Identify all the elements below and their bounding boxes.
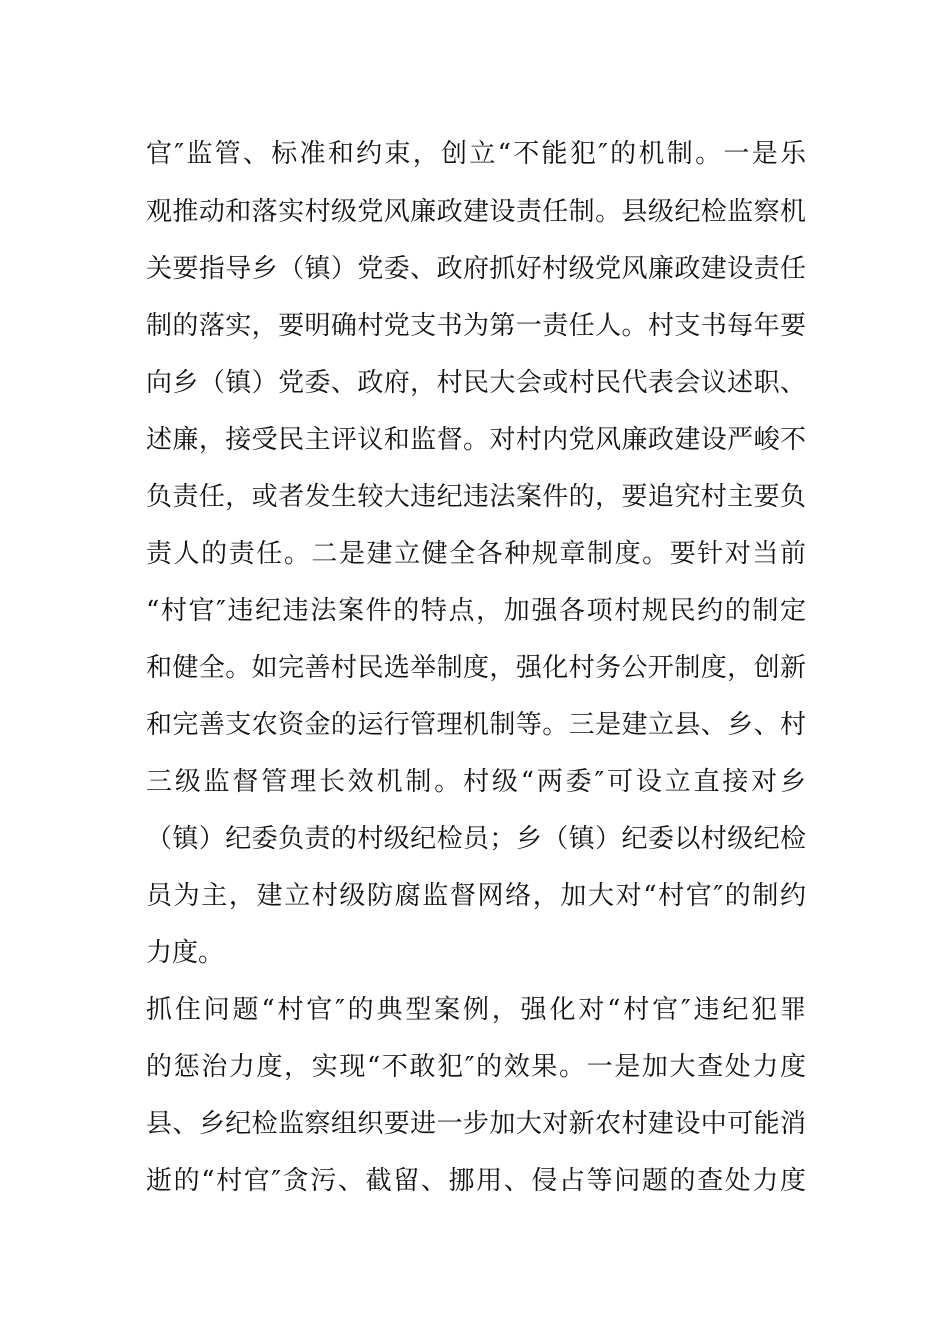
- text-line: 向乡（镇）党委、政府，村民大会或村民代表会议述职、: [146, 368, 806, 398]
- text-line: 和完善支农资金的运行管理机制等。三是建立县、乡、村: [146, 710, 806, 740]
- text-line: 员为主，建立村级防腐监督网络，加大对“村官″的制约: [146, 881, 806, 911]
- text-line: 负责任，或者发生较大违纪违法案件的，要追究村主要负: [146, 482, 806, 512]
- text-line: 逝的“村官″贪污、截留、挪用、侵占等问题的查处力度: [146, 1166, 806, 1196]
- text-line: 县、乡纪检监察组织要进一步加大对新农村建设中可能消: [146, 1109, 806, 1139]
- text-line: （镇）纪委负责的村级纪检员；乡（镇）纪委以村级纪检: [146, 824, 806, 854]
- text-line: 观推动和落实村级党风廉政建设责任制。县级纪检监察机: [146, 197, 806, 227]
- text-line: “村官″违纪违法案件的特点，加强各项村规民约的制定: [146, 596, 806, 626]
- text-line: 三级监督管理长效机制。村级“两委″可设立直接对乡: [146, 767, 806, 797]
- text-line: 官″监管、标准和约束，创立“不能犯″的机制。一是乐: [146, 139, 806, 169]
- text-line: 力度。: [146, 938, 225, 968]
- text-line: 述廉，接受民主评议和监督。对村内党风廉政建设严峻不: [146, 425, 806, 455]
- text-line: 关要指导乡（镇）党委、政府抓好村级党风廉政建设责任: [146, 254, 806, 284]
- text-line: 责人的责任。二是建立健全各种规章制度。要针对当前: [146, 539, 806, 569]
- text-line: 的惩治力度，实现“不敢犯″的效果。一是加大查处力度: [146, 1052, 806, 1082]
- text-line: 抓住问题“村官″的典型案例，强化对“村官″违纪犯罪: [146, 995, 806, 1025]
- text-line: 制的落实，要明确村党支书为第一责任人。村支书每年要: [146, 311, 806, 341]
- text-line: 和健全。如完善村民选举制度，强化村务公开制度，创新: [146, 653, 806, 683]
